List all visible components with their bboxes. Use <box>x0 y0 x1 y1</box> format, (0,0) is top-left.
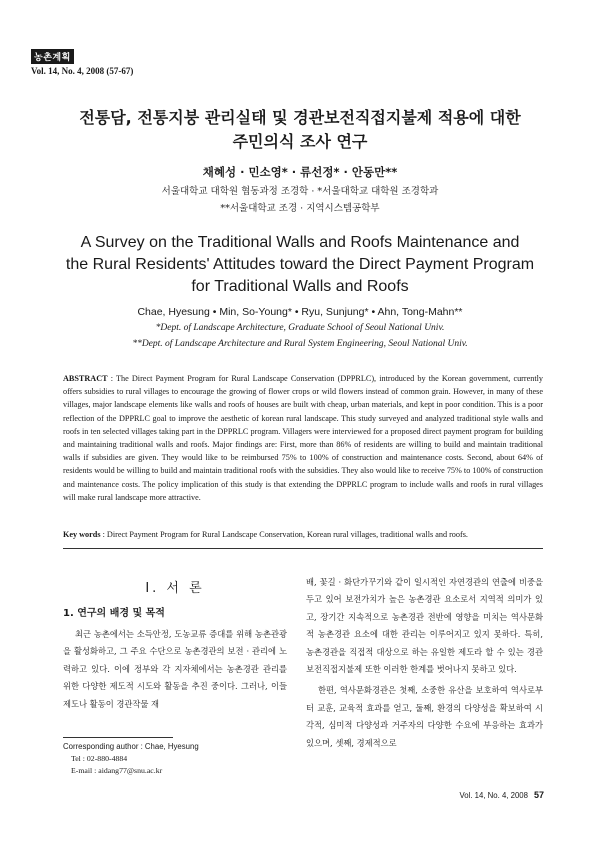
left-column <box>63 626 287 713</box>
keywords-text: : Direct Payment Program for Rural Landscape Conservation, Korean rural villages, traditional walls and roofs. <box>100 530 468 539</box>
english-affiliation-2: **Dept. of Landscape Architecture and Rural System Engineering, Seoul National Univ. <box>132 339 468 349</box>
email: E-mail : aidang77@snu.ac.kr <box>71 766 163 775</box>
english-title-line-3: for Traditional Walls and Roofs <box>191 278 409 295</box>
subsection-heading: 1. 연구의 배경 및 목적 <box>63 608 165 619</box>
korean-affiliation-1: 서울대학교 대학원 협동과정 조경학 · *서울대학교 대학원 조경학과 <box>161 186 439 197</box>
korean-authors: 채혜성 · 민소영* · 류선정* · 안동만** <box>202 165 398 179</box>
section-heading: I. 서 론 <box>145 581 205 596</box>
right-column <box>306 574 543 752</box>
page-footer <box>420 790 544 800</box>
telephone: Tel : 02-880-4884 <box>71 754 128 763</box>
english-affiliation-1: *Dept. of Landscape Architecture, Graduate School of Seoul National Univ. <box>155 323 445 333</box>
abstract <box>63 372 543 504</box>
abstract-label: ABSTRACT <box>63 374 108 383</box>
english-authors: Chae, Hyesung • Min, So-Young* • Ryu, Sunjung* • Ahn, Tong-Mahn** <box>137 306 463 318</box>
page-number: 57 <box>533 790 544 800</box>
right-paragraph-2: 한편, 역사문화경관은 첫째, 소중한 유산을 보호하여 역사로부터 교훈, 교육적 효과를 얻고, 둘째, 환경의 다양성을 확보하여 시각적, 심미적 다양성과 거주자의 다양한 수요에 부응하는 효과가 있으며, 셋째, 경제적으로 <box>306 685 543 748</box>
section-divider <box>63 548 543 549</box>
volume-line: Vol. 14, No. 4, 2008 (57-67) <box>31 66 134 76</box>
footnote <box>63 741 199 777</box>
journal-tag: 농촌계획 <box>31 49 74 64</box>
keywords-label: Key words <box>63 530 101 539</box>
left-paragraph: 최근 농촌에서는 소득안정, 도농교류 증대를 위해 농촌관광을 활성화하고, 그 주요 수단으로 농촌경관의 보전 · 관리에 노력하고 있다. 이에 정부와 각 지자체에서는 농촌경관 관리를 위한 다양한 제도적 시도와 활동을 추진 중이다. 그러나, 이들 제도나 활동이 경관작물 재 <box>63 629 287 709</box>
korean-affiliation-2: **서울대학교 조경 · 지역시스템공학부 <box>220 203 380 214</box>
abstract-text: : The Direct Payment Program for Rural Landscape Conservation (DPPRLC), introduced by the Korean government, currently offers subsidies to rural villages to encourage the growing of flower crops or wild flowers instead of common grain. However, in many of these villages, major landscape elements like walls and roofs of houses are built with cheap, urban materials, and kept in poor condition. This is a poor reflection of the DPPRLC goal to improve the aesthetic of korean rural landscape. This study surveyed and analyzed traditional style walls and roofs in ten selected villages taking part in the DPPRLC program. Villagers were interviewed for a proposed direct payment program for building and maintaining traditional walls and roofs. Major findings are: First, more than 86% of residents are willing to build and maintain traditional walls if subsidies are given. They would like to be reimbursed 75% to 100% of construction and maintenance costs. Second, about 64% of residents would be willing to build and maintain traditional roofs with the subsidies. They also would like to receive 75% to 100% of construction and maintenance costs. The policy implication of this study is that extending the DPPRLC program to include walls and roofs in rural villages will make rural landscape more attractive. <box>63 374 543 502</box>
footer-issue: Vol. 14, No. 4, 2008 <box>459 791 528 800</box>
english-title-line-1: A Survey on the Traditional Walls and Roofs Maintenance and <box>80 234 520 251</box>
keywords <box>63 530 543 539</box>
english-title-line-2: the Rural Residents' Attitudes toward the Direct Payment Program <box>65 256 535 273</box>
korean-title-line-1: 전통담, 전통지붕 관리실태 및 경관보전직접지불제 적용에 대한 <box>79 108 521 127</box>
footnote-divider <box>63 737 173 738</box>
korean-title-line-2: 주민의식 조사 연구 <box>232 132 368 151</box>
corresponding-author: Corresponding author : Chae, Hyesung <box>63 742 199 751</box>
right-paragraph-1: 배, 꽃길 · 화단가꾸기와 같이 일시적인 자연경관의 연출에 비중을 두고 있어 보전가치가 높은 농촌경관 요소로서 지역적 의미가 있고, 장기간 지속적으로 농촌경관 전반에 영향을 미치는 역사문화적 농촌경관 요소에 대한 관리는 이루어지고 있지 못하다. 특히, 농촌경관을 직접적 대상으로 하는 유일한 제도라 할 수 있는 경관보전직접지불제 또한 이러한 한계를 벗어나지 못하고 있다. <box>306 577 543 675</box>
